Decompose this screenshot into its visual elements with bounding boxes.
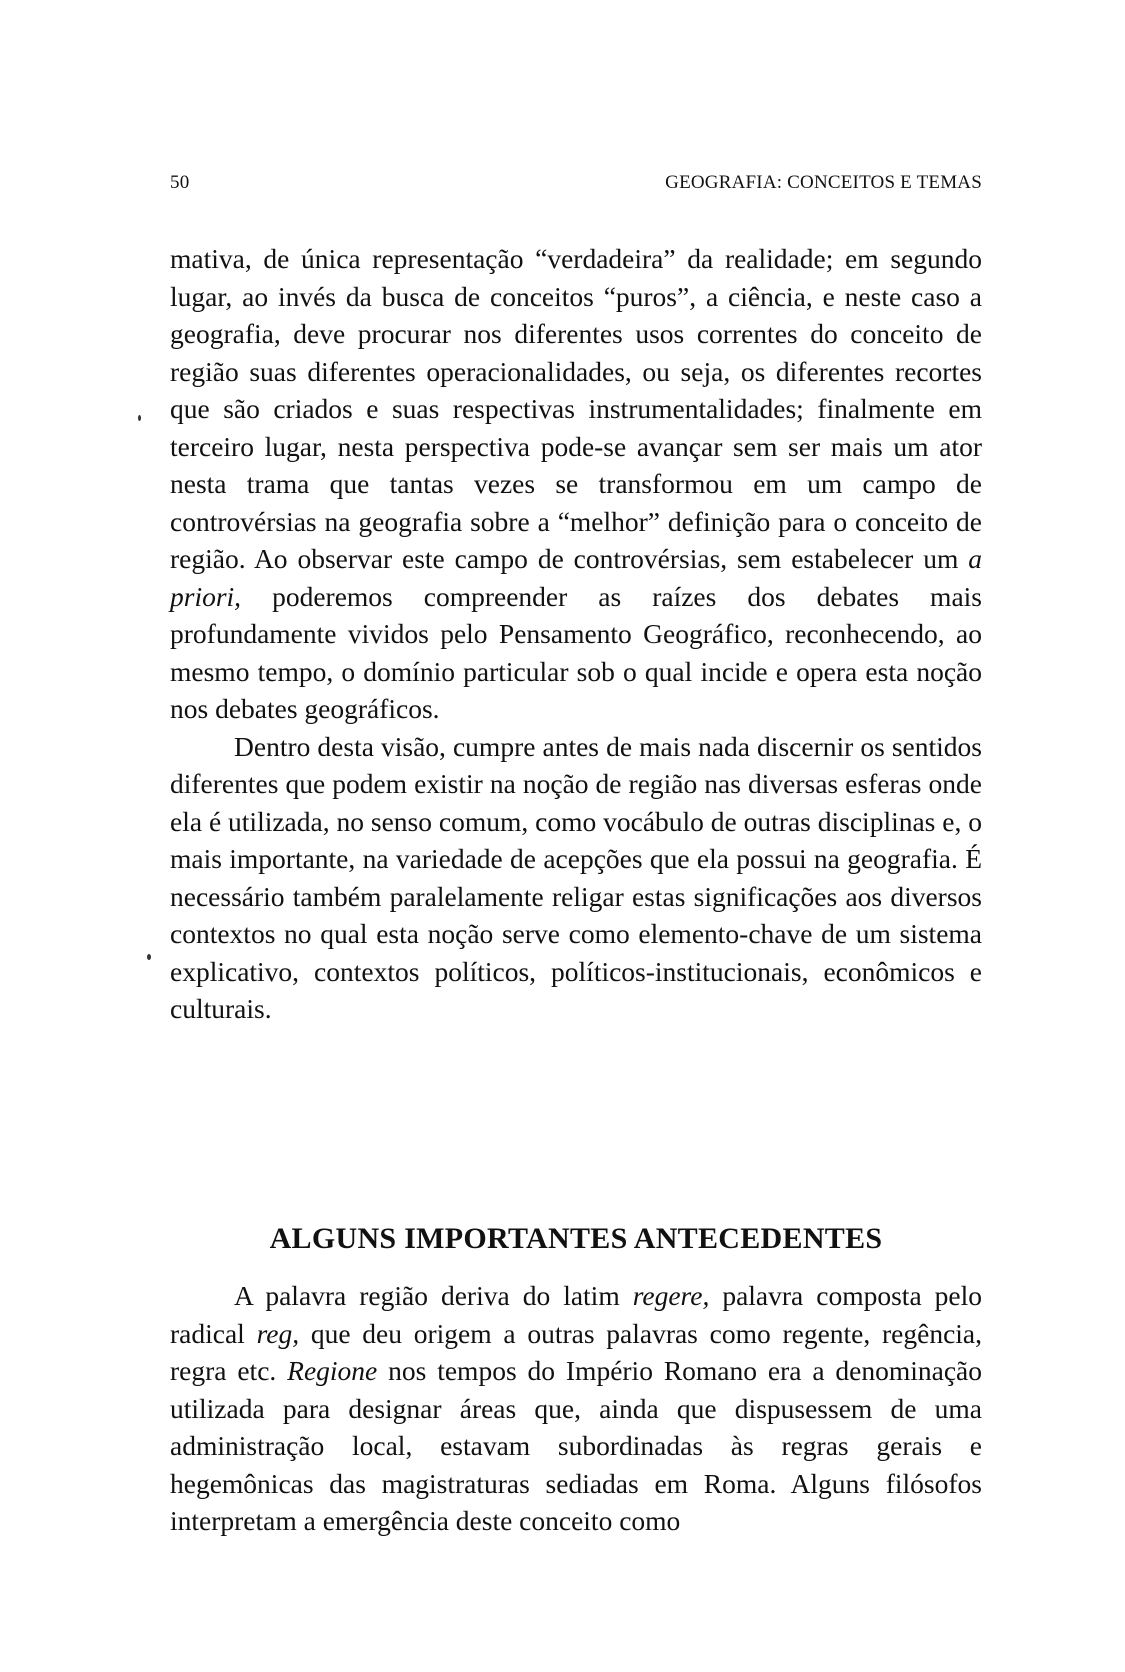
- paragraph-text: nos tempos do Império Romano era a denominação utilizada para designar áreas que, ainda que dispusessem de uma administração local, estavam subordinadas às regras gerais e hegemônicas das magistraturas sediadas em Roma. Alguns filósofos interpretam a emergência deste conceito como: [170, 1355, 983, 1536]
- paragraph: [170, 240, 982, 728]
- running-title: GEOGRAFIA: CONCEITOS E TEMAS: [665, 172, 982, 193]
- body-text-block: [170, 240, 982, 1028]
- section-heading: ALGUNS IMPORTANTES ANTECEDENTES: [269, 1222, 883, 1255]
- paragraph-text: poderemos compreender as raízes dos debates mais profundamente vividos pelo Pensamento Geográfico, reconhecendo, ao mesmo tempo, o domínio particular sob o qual incide e opera esta noção nos debates geográficos.: [170, 580, 982, 724]
- page-number: 50: [170, 172, 190, 193]
- running-header: [170, 172, 982, 194]
- italic-term: reg,: [256, 1317, 300, 1349]
- paragraph-text: A palavra região deriva do latim: [234, 1280, 633, 1311]
- italic-term: Regione: [287, 1355, 378, 1386]
- paragraph-text: mativa, de única representação “verdadeira” da realidade; em segundo lugar, ao invés da busca de conceitos “puros”, a ciência, e neste caso a geografia, deve procurar nos diferentes usos correntes do conceito de região suas diferentes operacionalidades, ou seja, os diferentes recortes que são criados e suas respectivas instrumentalidades; finalmente em terceiro lugar, nesta perspectiva pode-se avançar sem ser mais um ator nesta trama que tantas vezes se transformou em um campo de controvérsias na geografia sobre a “melhor” definição para o conceito de região. Ao observar este campo de controvérsias, sem estabelecer um: [170, 243, 982, 574]
- paragraph: [170, 1277, 982, 1540]
- paragraph-text: palavra composta pelo radical: [170, 1280, 982, 1349]
- scan-speck: [147, 954, 151, 960]
- scan-speck: [138, 415, 141, 421]
- paragraph: Dentro desta visão, cumpre antes de mais nada discernir os sentidos diferentes que podem existir na noção de região nas diversas esferas onde ela é utilizada, no senso comum, como vocábulo de outras disciplinas e, o mais importante, na variedade de acepções que ela possui na geografia. É necessário também paralelamente religar estas significações aos diversos contextos no qual esta noção serve como elemento-chave de um sistema explicativo, contextos políticos, políticos-institucionais, econômicos e culturais.: [170, 730, 982, 1024]
- italic-term: regere,: [632, 1280, 710, 1311]
- body-text-block: [170, 1277, 982, 1540]
- paragraph-text: que deu origem a outras palavras como regente, regência, regra etc.: [170, 1317, 983, 1386]
- italic-term: a priori,: [170, 543, 982, 612]
